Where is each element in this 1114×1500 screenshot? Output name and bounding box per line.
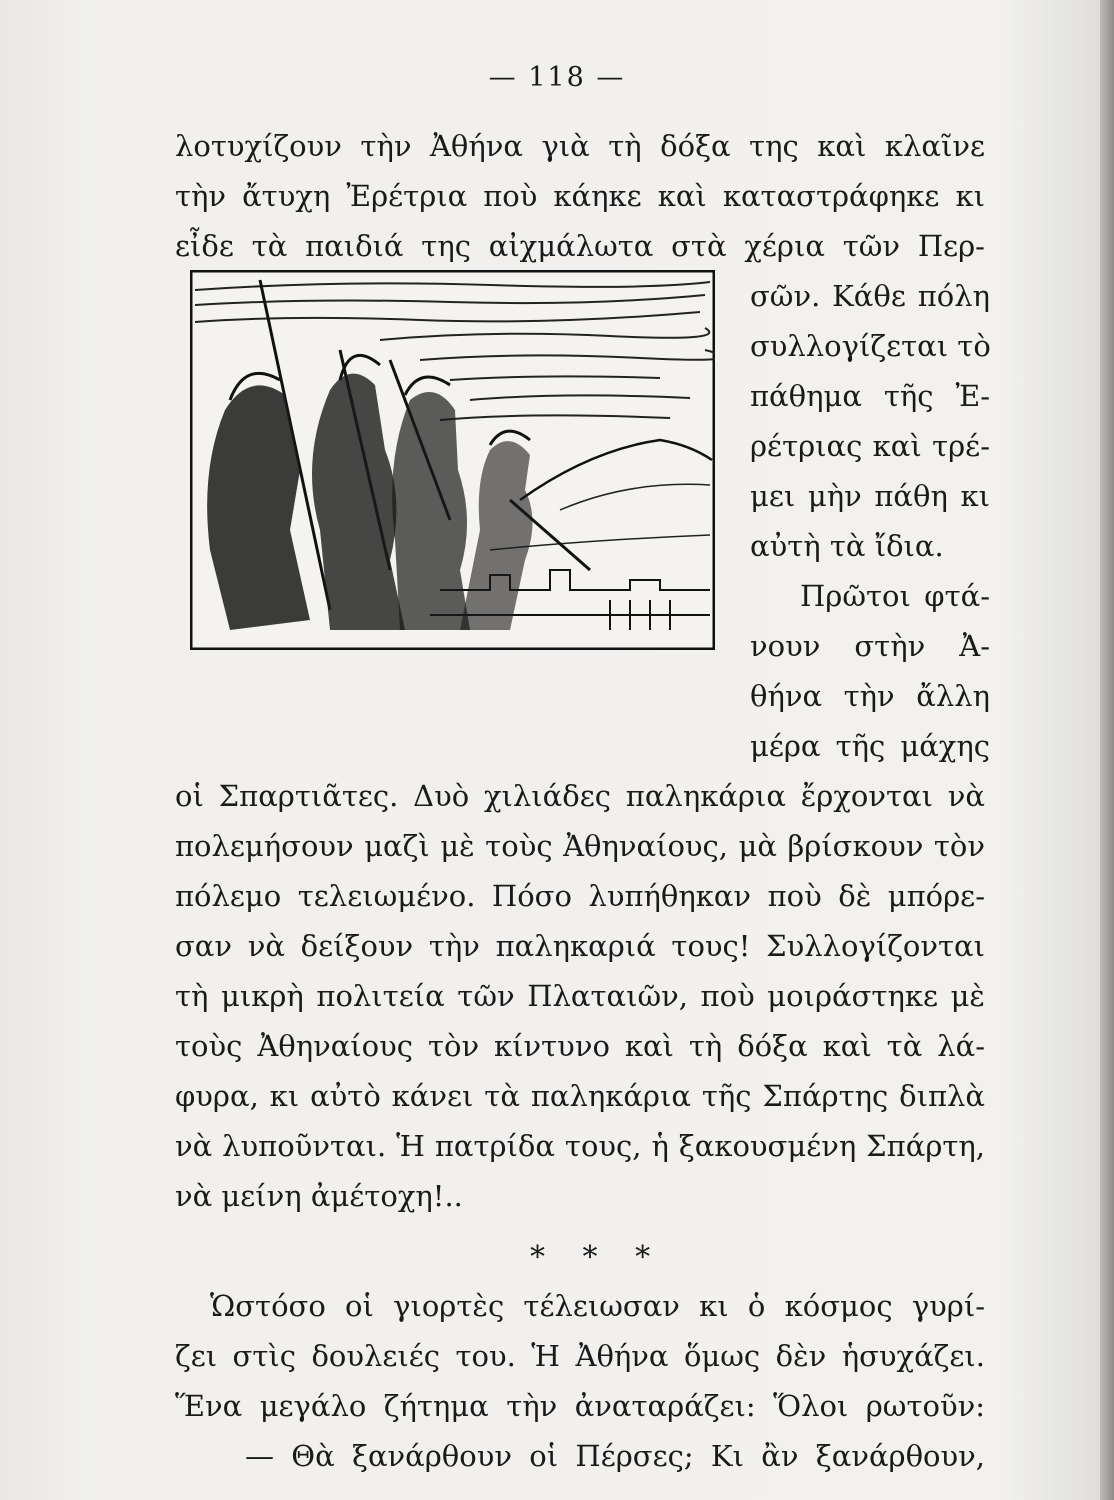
text-line: πόλεμο τελειωμένο. Πόσο λυπήθηκαν ποὺ δὲ μπόρε- xyxy=(175,879,985,913)
text-line: Ἕνα μεγάλο ζήτημα τὴν ἀναταράζει: Ὅλοι ρωτοῦν: xyxy=(175,1389,985,1423)
text-line: νὰ μείνη ἀμέτοχη!.. xyxy=(175,1179,463,1213)
text-line: οἱ Σπαρτιᾶτες. Δυὸ χιλιάδες παληκάρια ἔρχονται νὰ xyxy=(175,779,985,813)
text-line: — Θὰ ξανάρθουν οἱ Πέρσες; Κι ἂν ξανάρθουν, xyxy=(245,1439,985,1473)
warriors-illustration xyxy=(190,270,715,650)
text-line: φυρα, κι αὐτὸ κάνει τὰ παληκάρια τῆς Σπάρτης διπλὰ xyxy=(175,1079,985,1113)
text-line: πάθημα τῆς Ἐ- xyxy=(750,379,990,413)
text-line: λοτυχίζουν τὴν Ἀθήνα γιὰ τὴ δόξα της καὶ κλαῖνε xyxy=(175,129,985,163)
text-line: εἶδε τὰ παιδιά της αἰχμάλωτα στὰ χέρια τῶν Περ- xyxy=(175,229,985,263)
text-line: συλλογίζεται τὸ xyxy=(750,329,991,363)
page-edge xyxy=(1100,0,1114,1500)
text-line: μέρα τῆς μάχης xyxy=(750,729,990,763)
text-line: ζει στὶς δουλειές του. Ἡ Ἀθήνα ὅμως δὲν ἡσυχάζει. xyxy=(175,1339,985,1373)
page-number: — 118 — xyxy=(488,62,626,93)
text-line: σῶν. Κάθε πόλη xyxy=(750,279,990,313)
text-line: τὴ μικρὴ πολιτεία τῶν Πλαταιῶν, ποὺ μοιράστηκε μὲ xyxy=(175,979,985,1013)
text-line: πολεμήσουν μαζὶ μὲ τοὺς Ἀθηναίους, μὰ βρίσκουν τὸν xyxy=(175,829,985,863)
text-line: σαν νὰ δείξουν τὴν παληκαριά τους! Συλλογίζονται xyxy=(175,929,985,963)
text-line: μει μὴν πάθη κι xyxy=(750,479,990,513)
text-line: Ὡστόσο οἱ γιορτὲς τέλειωσαν κι ὁ κόσμος γυρί- xyxy=(210,1289,985,1323)
text-line: Πρῶτοι φτά- xyxy=(800,579,990,613)
text-line: τὴν ἄτυχη Ἐρέτρια ποὺ κάηκε καὶ καταστράφηκε κι xyxy=(175,179,985,213)
text-line: θήνα τὴν ἄλλη xyxy=(750,679,990,713)
text-line: νὰ λυποῦνται. Ἡ πατρίδα τους, ἡ ξακουσμένη Σπάρτη, xyxy=(175,1129,985,1163)
text-line: ρέτριας καὶ τρέ- xyxy=(750,429,990,463)
text-line: τοὺς Ἀθηναίους τὸν κίντυνο καὶ τὴ δόξα καὶ τὰ λά- xyxy=(175,1029,985,1063)
section-separator: * * * xyxy=(530,1240,665,1275)
text-line: νουν στὴν Ἀ- xyxy=(750,629,990,663)
text-line: αὐτὴ τὰ ἴδια. xyxy=(750,529,944,563)
